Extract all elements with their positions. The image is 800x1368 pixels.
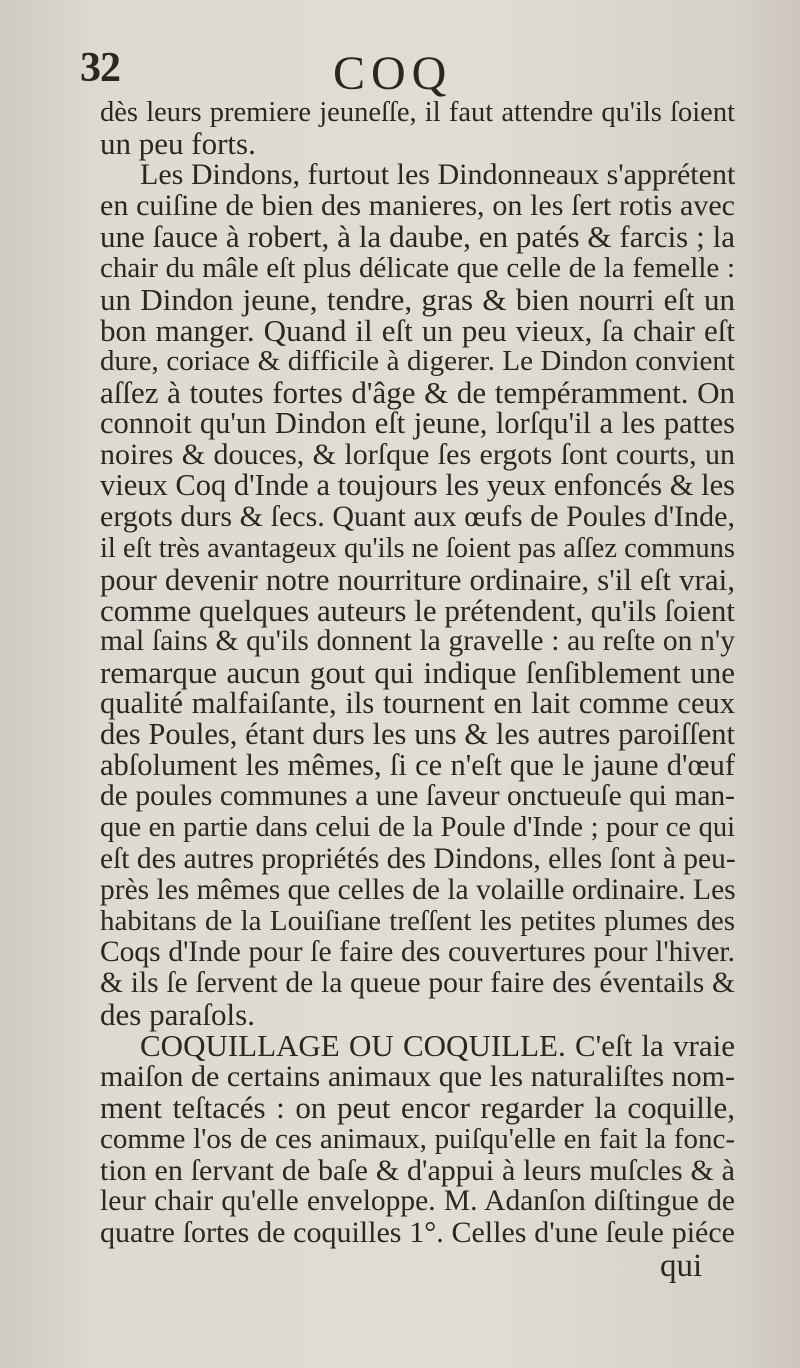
page-header [80,38,720,98]
text-line: bon manger. Quand il eſt un peu vieux, ſa chair eſt [100,312,735,348]
running-head: COQ [333,47,453,100]
text-line: un Dindon jeune, tendre, gras & bien nourri eſt un [100,281,735,317]
text-line: dure, coriace & difficile à digerer. Le Dindon convient [100,344,735,377]
text-line: tion en ſervant de baſe & d'appui à leurs muſcles & à [100,1153,735,1187]
text-line: ergots durs & ſecs. Quant aux œufs de Poules d'Inde, [100,500,735,534]
text-line: abſolument les mêmes, ſi ce n'eſt que le jaune d'œuf [100,748,735,783]
text-line: connoit qu'un Dindon eſt jeune, lorſqu'il a les pattes [100,406,735,441]
text-line: mal ſains & qu'ils donnent la gravelle : au reſte on n'y [100,624,735,657]
text-line: Les Dindons, furtout les Dindonneaux s'apprétent [140,158,736,192]
text-line: comme l'os de ces animaux, puiſqu'elle en fait la fonc- [100,1122,735,1155]
text-line: ment teſtacés : on peut encor regarder la coquille, [100,1090,735,1126]
catchword: qui [660,1248,703,1284]
text-line: de poules communes a une ſaveur onctueuſe qui man- [100,780,735,813]
text-line: vieux Coq d'Inde a toujours les yeux enfoncés & les [100,468,735,503]
text-line: aſſez à toutes fortes d'âge & de tempéramment. On [100,374,735,410]
text-line: dès leurs premiere jeuneſſe, il faut attendre qu'ils ſoient [100,97,735,128]
text-line: il eſt très avantageux qu'ils ne ſoient pas aſſez communs [100,532,735,564]
text-line: maiſon de certains animaux que les naturaliſtes nom- [100,1060,735,1094]
text-line: remarque aucun gout qui indique ſenſiblement une [100,654,735,690]
text-line: pour devenir notre nourriture ordinaire, s'il eſt vrai, [100,561,735,597]
text-line: qualité malfaiſante, ils tournent en lait comme ceux [100,686,735,721]
text-line: habitans de la Louiſiane treſſent les petites plumes des [100,904,735,937]
text-line: & ils ſe ſervent de la queue pour faire des éventails & [100,967,735,1000]
text-line: en cuiſine de bien des manieres, on les ſert rotis avec [100,189,735,223]
text-line: des paraſols. [100,997,255,1033]
text-line: leur chair qu'elle enveloppe. M. Adanſon diſtingue de [100,1184,735,1217]
text-line: que en partie dans celui de la Poule d'Inde ; pour ce qui [100,812,735,844]
page-number: 32 [80,45,120,91]
text-line: noires & douces, & lorſque ſes ergots ſont courts, un [100,438,735,472]
text-line: Coqs d'Inde pour ſe faire des couvertures pour l'hiver. [100,935,735,968]
text-line: chair du mâle eſt plus délicate que celle de la femelle : [100,251,735,284]
text-line: près les mêmes que celles de la volaille ordinaire. Les [100,873,736,906]
text-line: des Poules, étant durs les uns & les autres paroiſſent [100,717,735,752]
text-line: quatre ſortes de coquilles 1°. Celles d'une ſeule piéce [100,1215,735,1249]
entry-heading-line: COQUILLAGE OU COQUILLE. C'eſt la vraie [140,1028,735,1064]
text-line: un peu forts. [100,126,256,162]
text-line: une ſauce à robert, à la daube, en patés & farcis ; la [100,219,735,255]
text-line: comme quelques auteurs le prétendent, qu'ils ſoient [100,592,735,628]
text-line: eſt des autres propriétés des Dindons, elles ſont à peu- [100,842,736,875]
